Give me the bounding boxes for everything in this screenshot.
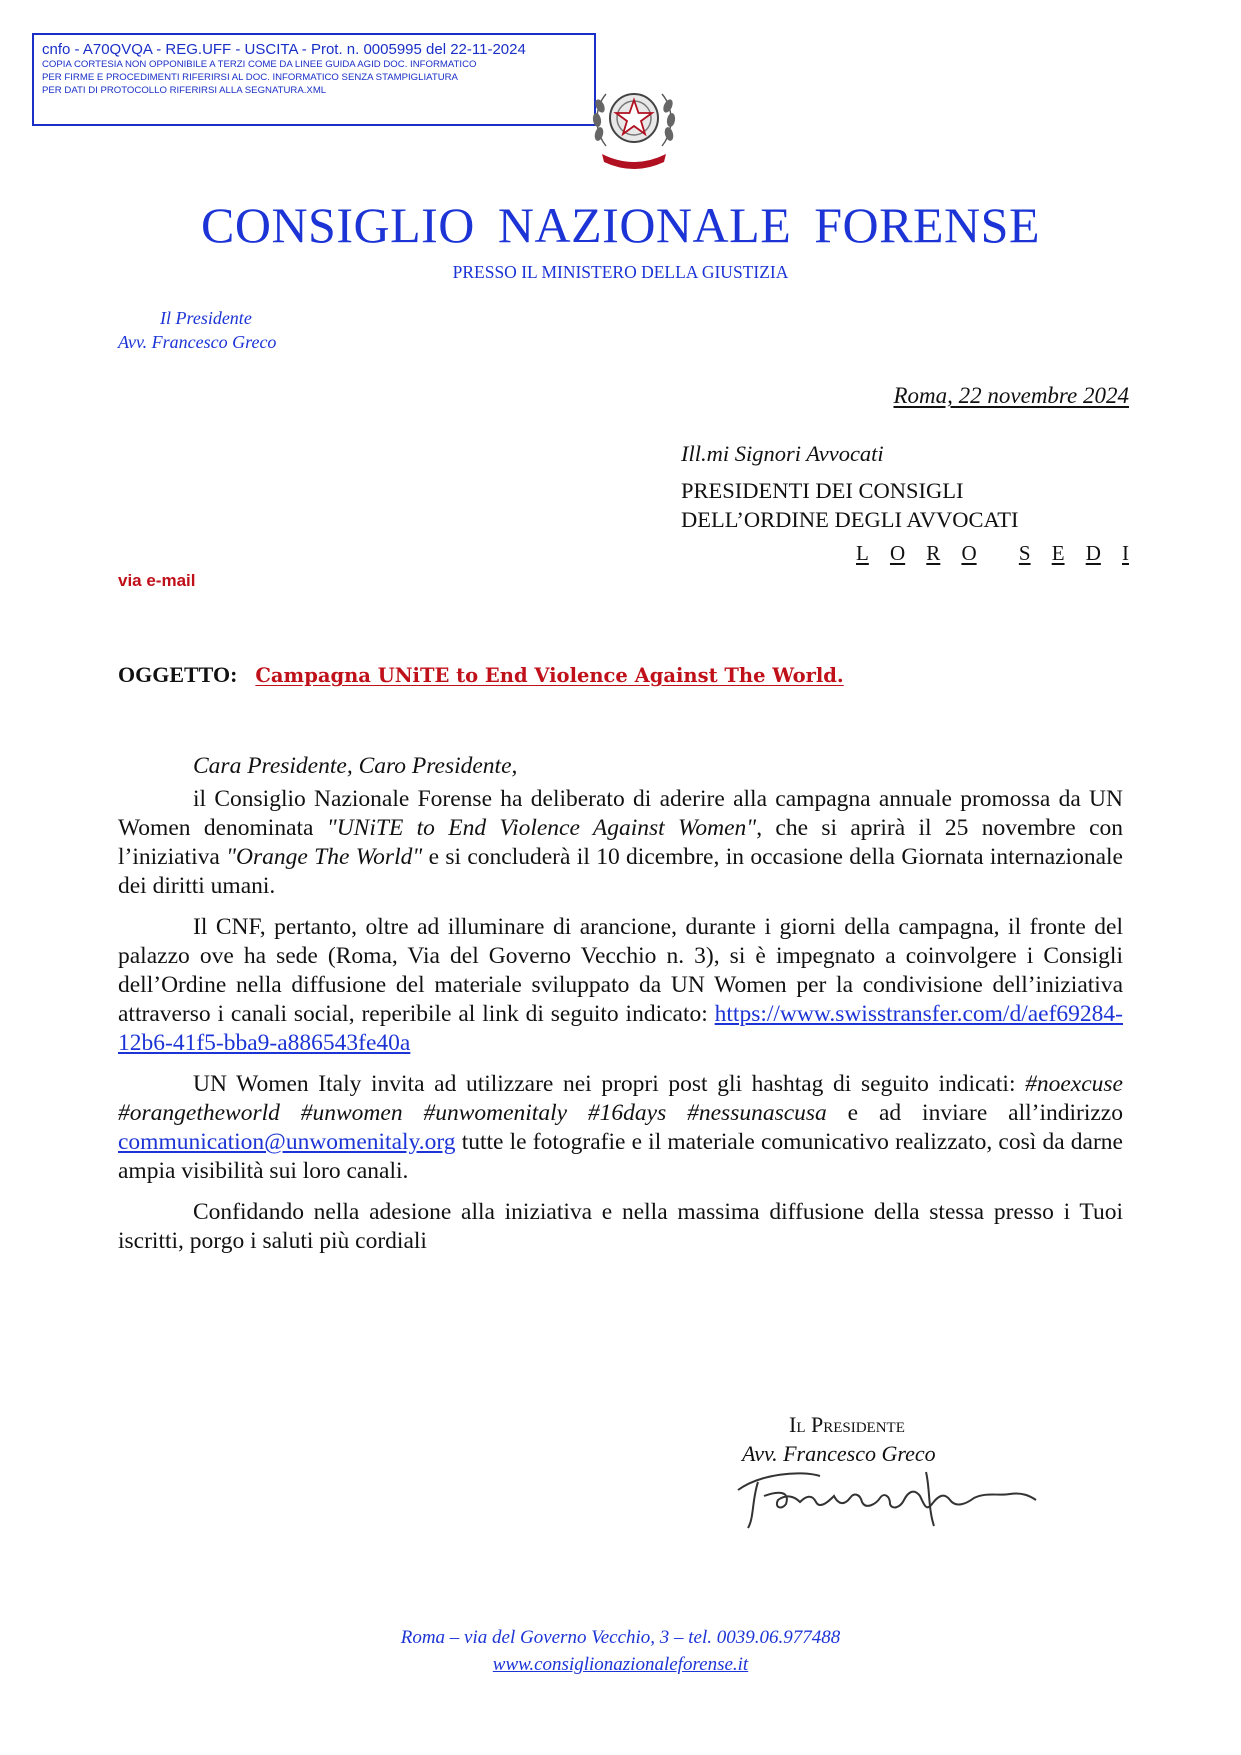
campaign-name: "UNiTE to End Violence Against Women"	[326, 815, 757, 841]
salutation: Cara Presidente, Caro Presidente,	[193, 753, 518, 779]
subject-text: Campagna UNiTE to End Violence Against The World.	[255, 664, 844, 687]
president-role: Il Presidente	[160, 308, 252, 328]
text-run: e si concluderà il 10 dicembre, in occasione della Giornata internazionale dei diritti umani.	[118, 844, 1123, 899]
place-date: Roma, 22 novembre 2024	[893, 383, 1129, 408]
signature-role	[789, 1412, 905, 1438]
recipient-location	[856, 541, 1129, 566]
spaced-letter: I	[1122, 541, 1129, 565]
italian-republic-emblem-icon	[588, 76, 680, 174]
initiative-name: "Orange The World"	[226, 844, 423, 870]
text-run: tutte le fotografie e il materiale comunicativo realizzato, così da darne ampia visibilità sui loro canali.	[118, 1129, 1123, 1184]
organization-subtitle: PRESSO IL MINISTERO DELLA GIUSTIZIA	[452, 262, 789, 282]
spaced-letter: E	[1051, 541, 1065, 565]
spaced-letter: O	[961, 541, 977, 565]
spaced-letter: R	[926, 541, 941, 565]
organization-title: CONSIGLIO NAZIONALE FORENSE	[200, 197, 1041, 253]
subject-line	[118, 662, 844, 688]
handwritten-signature-icon	[730, 1452, 1040, 1532]
text-run: il Consiglio Nazionale Forense ha deliberato di aderire alla campagna annuale promossa da UN Women denominata	[118, 786, 1123, 841]
spaced-letter: O	[889, 541, 906, 565]
spaced-letter: D	[1085, 541, 1101, 565]
recipient-line: PRESIDENTI DEI CONSIGLI	[681, 478, 964, 503]
stamp-note-line: PER DATI DI PROTOCOLLO RIFERIRSI ALLA SEGNATURA.XML	[42, 85, 327, 96]
website-link[interactable]: www.consiglionazionaleforense.it	[492, 1654, 749, 1675]
footer-address: Roma – via del Governo Vecchio, 3 – tel. 0039.06.977488	[400, 1627, 841, 1648]
footer-website	[0, 1654, 1241, 1676]
text-run: , che si aprirà il 25 novembre con l’iniziativa	[118, 815, 1123, 870]
stamp-note-line: COPIA CORTESIA NON OPPONIBILE A TERZI COME DA LINEE GUIDA AGID DOC. INFORMATICO	[42, 59, 477, 70]
recipient-salutation: Ill.mi Signori Avvocati	[681, 441, 884, 466]
text-run: UN Women Italy invita ad utilizzare nei propri post gli hashtag di seguito indicati:	[193, 1071, 1026, 1097]
subject-label: OGGETTO:	[118, 662, 238, 687]
delivery-method: via e-mail	[118, 571, 196, 590]
protocol-number: cnfo - A70QVQA - REG.UFF - USCITA - Prot. n. 0005995 del 22-11-2024	[42, 41, 526, 58]
spaced-letter: L	[856, 541, 869, 565]
swisstransfer-link[interactable]: https://www.swisstransfer.com/d/aef69284-12b6-41f5-bba9-a886543fe40a	[118, 1001, 1123, 1056]
letter-body	[118, 752, 1123, 1268]
hashtags: #noexcuse #orangetheworld #unwomen #unwomenitaly #16days #nessunascusa	[118, 1071, 1123, 1126]
email-link[interactable]: communication@unwomenitaly.org	[118, 1129, 456, 1155]
text-run: e ad inviare all’indirizzo	[826, 1100, 1123, 1126]
spaced-letter: S	[1018, 541, 1031, 565]
paragraph-3	[118, 1070, 1123, 1186]
signature-role-text: Il Presidente	[789, 1412, 905, 1437]
paragraph-4: Confidando nella adesione alla iniziativa e nella massima diffusione della stessa presso i Tuoi iscritti, porgo i saluti più cordiali	[118, 1199, 1123, 1254]
signature-name: Avv. Francesco Greco	[742, 1441, 936, 1466]
president-name: Avv. Francesco Greco	[118, 332, 277, 352]
paragraph-2	[118, 913, 1123, 1058]
protocol-stamp	[32, 33, 596, 126]
recipient-line: DELL’ORDINE DEGLI AVVOCATI	[681, 507, 1019, 532]
text-run: Il CNF, pertanto, oltre ad illuminare di arancione, durante i giorni della campagna, il fronte del palazzo ove ha sede (Roma, Via del Governo Vecchio n. 3), si è impegnato a coinvolgere i Consigli dell’Ordine nella diffusione del materiale sviluppato da UN Women per la condivisione dell’iniziativa attraverso i canali social, reperibile al link di seguito indicato:	[118, 914, 1123, 1027]
stamp-note-line: PER FIRME E PROCEDIMENTI RIFERIRSI AL DOC. INFORMATICO SENZA STAMPIGLIATURA	[42, 72, 458, 83]
paragraph-1	[118, 785, 1123, 901]
